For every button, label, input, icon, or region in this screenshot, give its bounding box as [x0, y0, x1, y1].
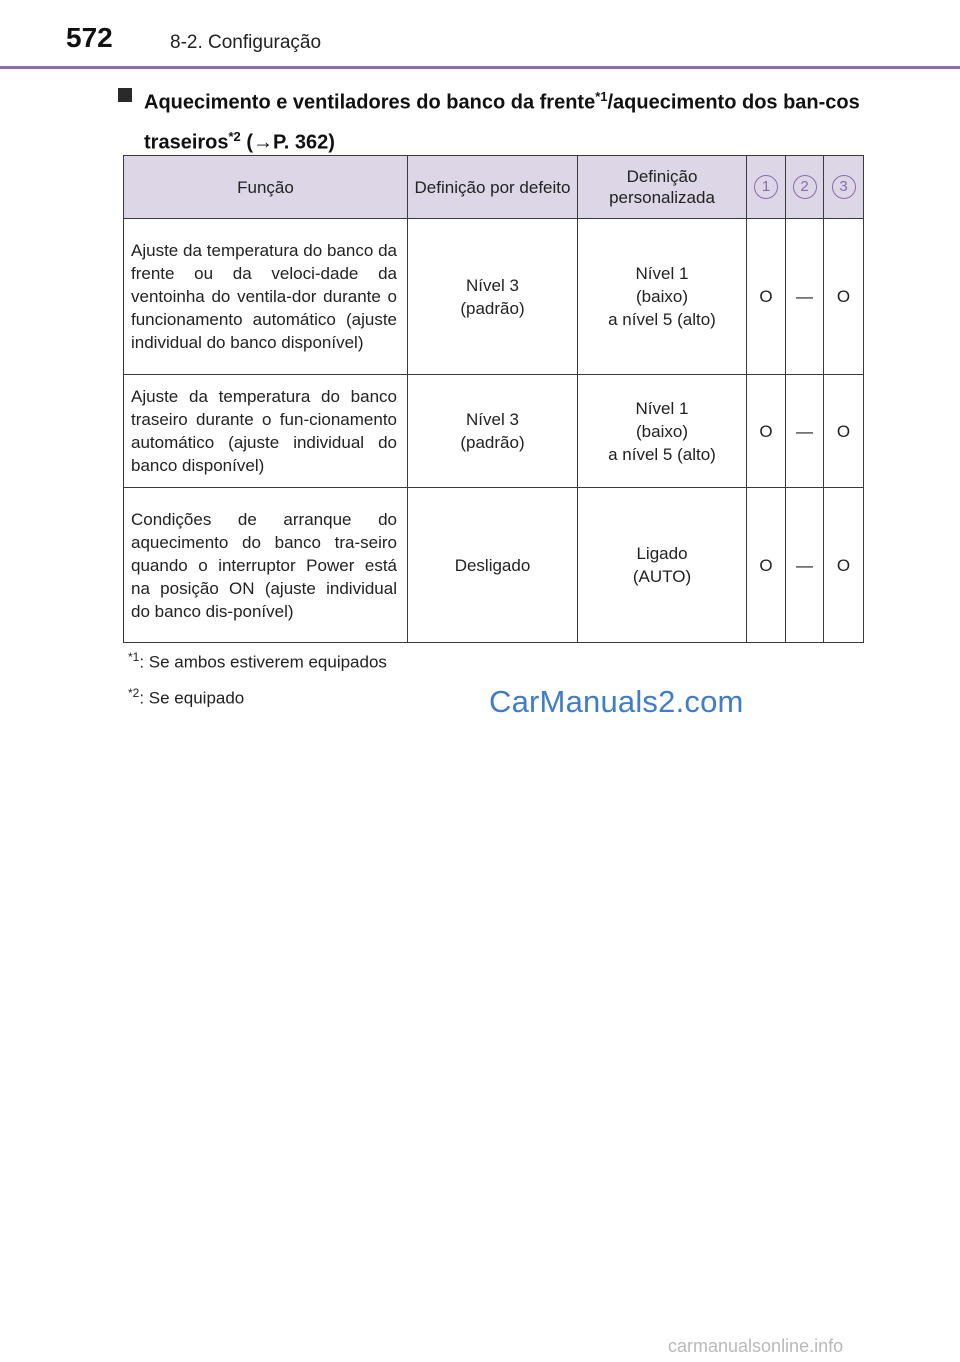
table-header-row	[124, 156, 864, 219]
footnote-ref-1: *1	[595, 89, 608, 104]
page-number: 572	[66, 22, 113, 53]
page-reference-link[interactable]: (→P. 362)	[240, 131, 335, 154]
footnote-1	[128, 650, 728, 673]
row-mark-1: O	[747, 488, 786, 643]
row-mark-1: O	[747, 375, 786, 488]
row-mark-3: O	[824, 375, 864, 488]
row-mark-3: O	[824, 488, 864, 643]
footnote-text: : Se equipado	[139, 688, 245, 708]
row-custom: Ligado (AUTO)	[578, 488, 747, 643]
header-function: Função	[124, 156, 408, 219]
row-mark-2: —	[786, 219, 824, 375]
footnote-text: : Se ambos estiverem equipados	[139, 652, 387, 672]
header-col3	[824, 156, 864, 219]
row-mark-1: O	[747, 219, 786, 375]
footer-watermark: carmanualsonline.info	[668, 1336, 844, 1356]
header-default: Definição por defeito	[408, 156, 578, 219]
circled-number-2-icon: 2	[793, 175, 817, 199]
row-default: Desligado	[408, 488, 578, 643]
circled-number-3-icon: 3	[832, 175, 856, 199]
square-bullet-icon	[118, 88, 132, 102]
header-custom: Definição personalizada	[578, 156, 747, 219]
chapter-title: 8-2. Configuração	[170, 32, 322, 53]
section-title-part1: Aquecimento e ventiladores do banco da frente	[144, 91, 596, 114]
watermark-logo: CarManuals2.com	[489, 684, 744, 719]
row-custom: Nível 1 (baixo) a nível 5 (alto)	[578, 219, 747, 375]
footnote-marker: *2	[128, 686, 140, 700]
row-mark-2: —	[786, 488, 824, 643]
page-header	[0, 0, 960, 69]
row-mark-2: —	[786, 375, 824, 488]
row-default: Nível 3 (padrão)	[408, 219, 578, 375]
footnote-ref-2: *2	[228, 128, 241, 144]
table-row	[124, 219, 864, 375]
header-col1	[747, 156, 786, 219]
section-title	[118, 80, 878, 159]
footnote-marker: *1	[128, 650, 140, 664]
row-default: Nível 3 (padrão)	[408, 375, 578, 488]
row-mark-3: O	[824, 219, 864, 375]
table-row	[124, 375, 864, 488]
circled-number-1-icon: 1	[754, 175, 778, 199]
row-function: Ajuste da temperatura do banco da frente ou da veloci-dade da ventoinha do ventila-dor durante o funcionamento automático (ajuste individual do banco disponível)	[124, 219, 408, 375]
row-function: Ajuste da temperatura do banco traseiro durante o fun-cionamento automático (ajuste individual do banco disponível)	[124, 375, 408, 488]
row-custom: Nível 1 (baixo) a nível 5 (alto)	[578, 375, 747, 488]
header-col2	[786, 156, 824, 219]
table-row	[124, 488, 864, 643]
settings-table	[123, 155, 864, 643]
row-function: Condições de arranque do aquecimento do banco tra-seiro quando o interruptor Power está na posição ON (ajuste individual do banco dis-ponível)	[124, 488, 408, 643]
section-title-part2: /aquecimento dos ban-cos traseiros	[144, 91, 860, 154]
